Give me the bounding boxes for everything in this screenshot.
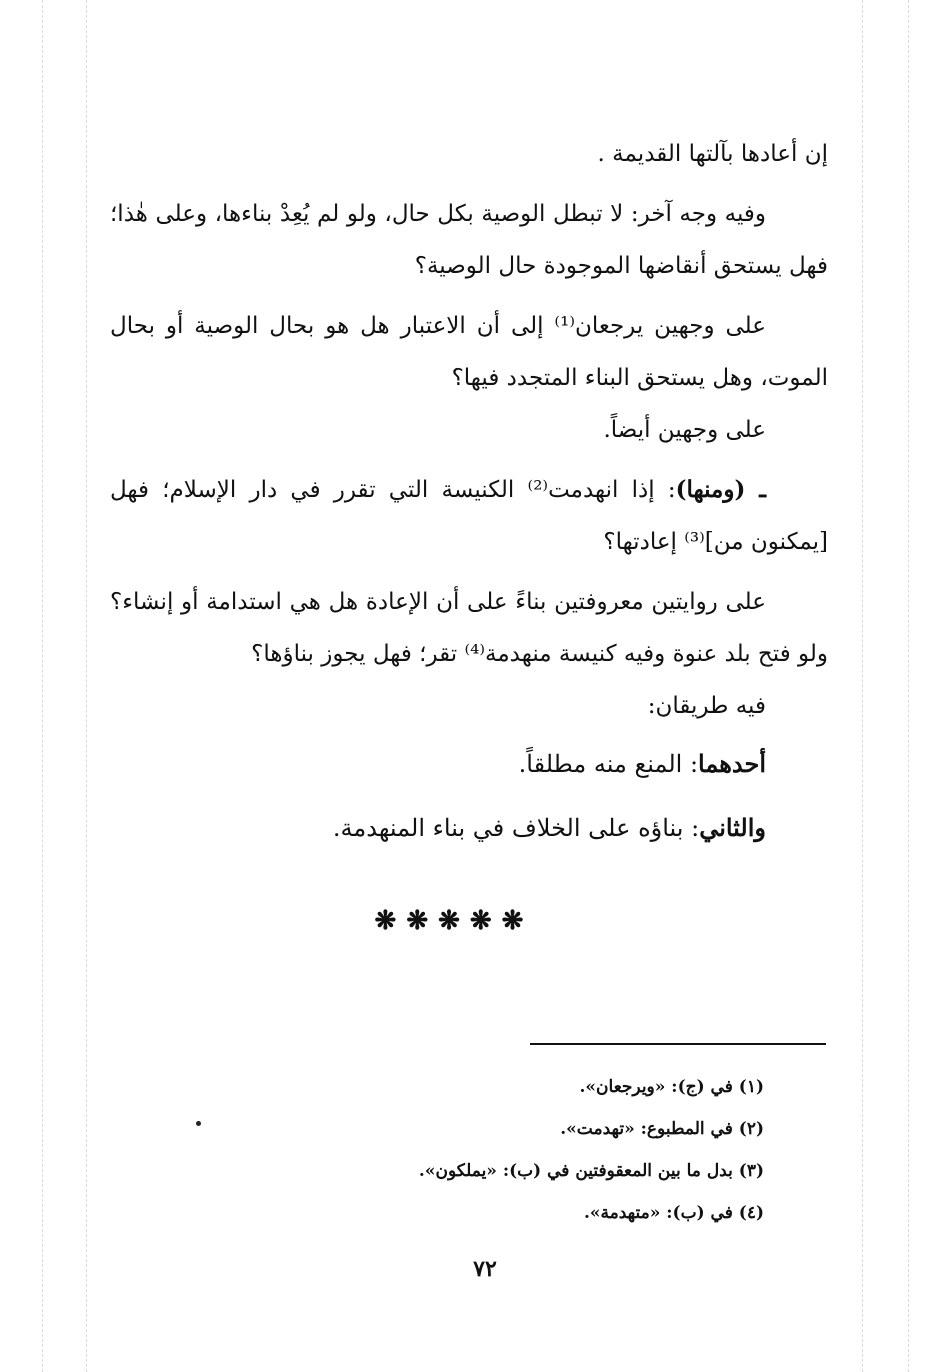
first-way <box>110 732 828 796</box>
footnote-4: (٤) في (ب): «متهدمة». <box>583 1203 764 1223</box>
second-way <box>110 796 828 860</box>
first-way-text: : المنع منه مطلقاً. <box>518 750 699 778</box>
issue-marker: ـ (ومنها) <box>675 476 766 503</box>
issue-text: : إذا انهدمت⁽²⁾ الكنيسة التي تقرر في دار الإسلام؛ فهل [يمكنون من]⁽³⁾ إعادتها؟ <box>110 477 828 555</box>
continuation-line: إن أعادها بآلتها القديمة . <box>597 141 828 167</box>
page-number: ٧٢ <box>473 1256 497 1282</box>
paragraph-other-view: وفيه وجه آخر: لا تبطل الوصية بكل حال، ولو لم يُعِدْ بناءها، وعلى هٰذا؛ فهل يستحق أنقاضها الموجودة حال الوصية؟ <box>110 201 828 279</box>
scan-speck <box>196 1121 201 1126</box>
paragraph-two-ways: فيه طريقان: <box>647 693 766 719</box>
paragraph-two-views: على وجهين يرجعان⁽¹⁾ إلى أن الاعتبار هل هو بحال الوصية أو بحال الموت، وهل يستحق البناء المتجدد فيها؟ <box>110 313 828 391</box>
second-way-text: : بناؤه على الخلاف في بناء المنهدمة. <box>332 814 700 842</box>
scan-guide-line <box>86 0 87 1372</box>
scan-guide-line <box>42 0 43 1372</box>
page-body <box>110 128 828 936</box>
footnote-1: (١) في (ج): «ويرجعان». <box>579 1077 764 1097</box>
first-way-label: أحدهما <box>698 749 766 778</box>
section-separator: ❋❋❋❋❋ <box>374 906 534 936</box>
paragraph-church-question <box>110 464 828 568</box>
footnote-2: (٢) في المطبوع: «تهدمت». <box>560 1119 764 1139</box>
paragraph-two-narrations: على روايتين معروفتين بناءً على أن الإعادة هل هي استدامة أو إنشاء؟ ولو فتح بلد عنوة وفيه كنيسة منهدمة⁽⁴⁾ تقر؛ فهل يجوز بناؤها؟ <box>110 589 828 667</box>
footnotes <box>110 1066 764 1234</box>
scan-guide-line <box>862 0 863 1372</box>
second-way-label: والثاني <box>699 813 766 842</box>
footnote-3: (٣) بدل ما بين المعقوفتين في (ب): «يملكون». <box>418 1161 764 1181</box>
paragraph-also-two-views: على وجهين أيضاً. <box>603 417 766 443</box>
footnote-rule <box>530 1043 826 1045</box>
scan-guide-line <box>908 0 909 1372</box>
